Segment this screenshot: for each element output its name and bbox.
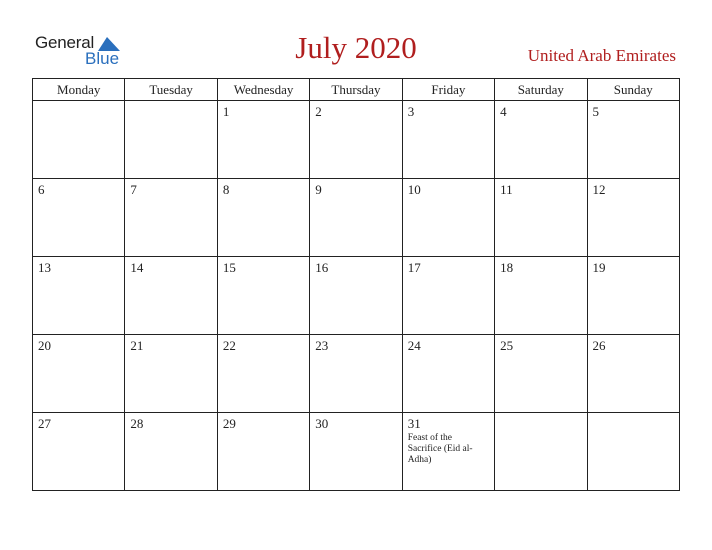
day-cell (310, 101, 402, 179)
weekday-header: Sunday (587, 79, 679, 101)
day-number: 26 (592, 338, 606, 353)
day-cell (495, 413, 587, 491)
day-number: 7 (130, 182, 137, 197)
day-cell (33, 413, 125, 491)
day-number: 17 (407, 260, 421, 275)
day-cell (495, 257, 587, 335)
day-number: 29 (222, 416, 236, 431)
logo-word-general: General (35, 33, 95, 52)
day-cell (33, 257, 125, 335)
day-cell (402, 257, 494, 335)
day-cell (125, 257, 217, 335)
day-number: 30 (315, 416, 329, 431)
day-number: 13 (38, 260, 51, 275)
country-name: United Arab Emirates (527, 46, 676, 65)
day-cell (33, 101, 125, 179)
day-cell (217, 335, 309, 413)
day-number (588, 413, 679, 416)
day-number: 25 (500, 338, 514, 353)
logo-word-blue: Blue (85, 49, 120, 68)
weekday-header: Wednesday (217, 79, 309, 101)
day-number: 28 (130, 416, 144, 431)
week-row (33, 413, 680, 491)
week-row (33, 257, 680, 335)
day-number: 2 (315, 104, 322, 119)
day-cell (217, 413, 309, 491)
day-cell (125, 413, 217, 491)
weekday-header-row (33, 79, 680, 101)
day-cell (310, 413, 402, 491)
weekday-header: Friday (402, 79, 494, 101)
day-cell (495, 101, 587, 179)
weekday-header: Monday (33, 79, 125, 101)
day-number: 5 (592, 104, 600, 119)
day-number: 16 (315, 260, 329, 275)
day-number (495, 413, 586, 416)
weekday-header: Saturday (495, 79, 587, 101)
day-cell (587, 101, 679, 179)
calendar-title: July 2020 (295, 30, 417, 65)
day-cell (587, 257, 679, 335)
day-cell (217, 257, 309, 335)
day-number: 6 (38, 182, 45, 197)
day-number: 27 (38, 416, 51, 431)
day-cell (402, 179, 494, 257)
day-cell (217, 179, 309, 257)
holiday-label: Feast of the Sacrifice (Eid al-Adha) (407, 433, 473, 465)
day-number: 8 (222, 182, 230, 197)
day-number: 19 (592, 260, 606, 275)
day-number: 3 (407, 104, 415, 119)
day-number: 20 (38, 338, 51, 353)
day-cell (310, 335, 402, 413)
day-cell (402, 101, 494, 179)
day-number: 12 (592, 182, 606, 197)
day-cell (587, 335, 679, 413)
day-number: 15 (222, 260, 236, 275)
day-number: 4 (500, 104, 507, 119)
day-cell (125, 101, 217, 179)
day-number (125, 101, 216, 104)
day-cell (217, 101, 309, 179)
day-cell (310, 257, 402, 335)
day-cell (310, 179, 402, 257)
day-cell (495, 179, 587, 257)
day-number: 11 (500, 182, 513, 197)
calendar-grid (32, 78, 680, 491)
day-cell (587, 179, 679, 257)
day-number: 23 (315, 338, 329, 353)
day-number: 22 (222, 338, 236, 353)
day-cell (495, 335, 587, 413)
day-cell (125, 335, 217, 413)
week-row (33, 101, 680, 179)
week-row (33, 179, 680, 257)
day-number: 18 (500, 260, 514, 275)
day-cell (402, 335, 494, 413)
day-number: 10 (407, 182, 421, 197)
day-cell (33, 179, 125, 257)
day-number: 14 (130, 260, 144, 275)
day-cell (125, 179, 217, 257)
day-cell (33, 335, 125, 413)
day-number (33, 101, 124, 104)
weekday-header: Tuesday (125, 79, 217, 101)
day-number: 31 (407, 416, 421, 431)
day-number: 21 (130, 338, 144, 353)
day-number: 1 (222, 104, 230, 119)
week-row (33, 335, 680, 413)
day-number: 24 (407, 338, 421, 353)
weekday-header: Thursday (310, 79, 402, 101)
day-number: 9 (315, 182, 322, 197)
day-cell (587, 413, 679, 491)
day-cell (402, 413, 494, 491)
